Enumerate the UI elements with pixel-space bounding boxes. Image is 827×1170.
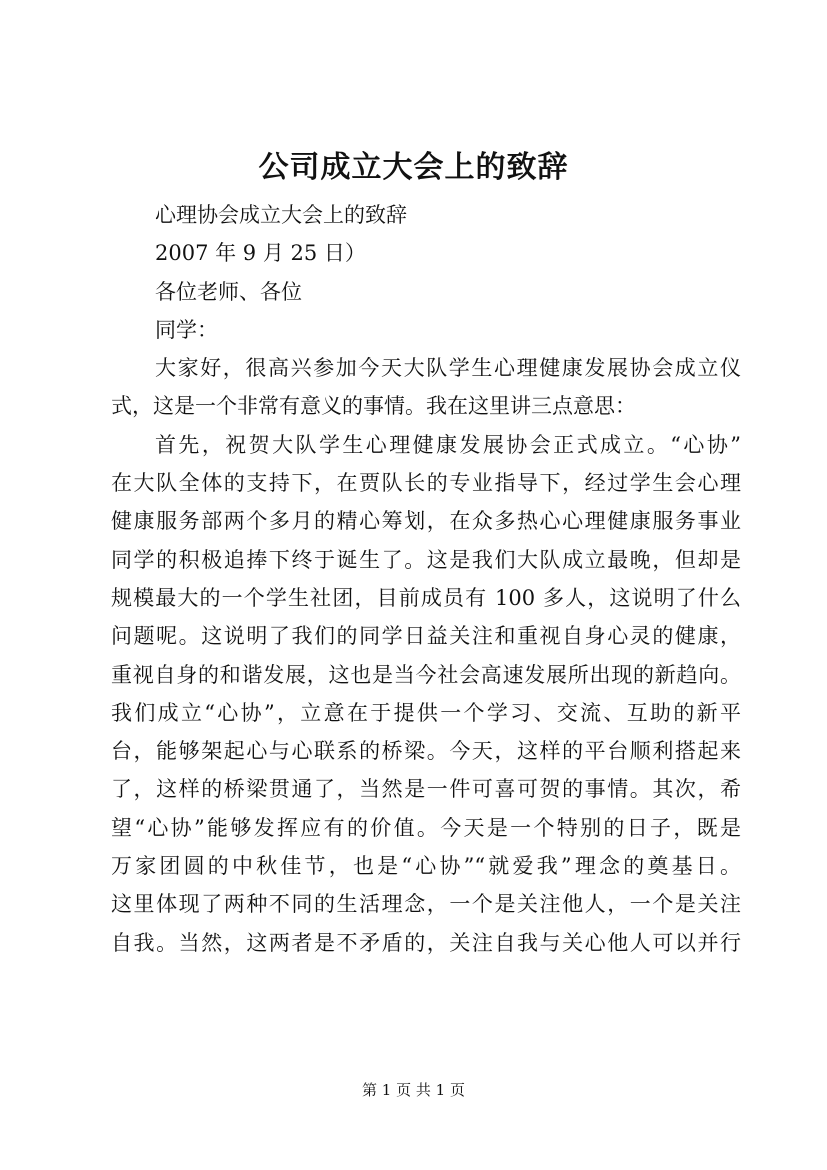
paragraph-line: 自我。当然，这两者是不矛盾的，关注自我与关心他人可以并行 bbox=[111, 930, 741, 955]
paragraph-line: 式，这是一个非常有意义的事情。我在这里讲三点意思： bbox=[111, 394, 636, 419]
paragraph-line: 同学的积极追捧下终于诞生了。这是我们大队成立最晚，但却是 bbox=[111, 547, 741, 572]
paragraph-line: 在大队全体的支持下，在贾队长的专业指导下，经过学生会心理 bbox=[111, 471, 741, 496]
paragraph-line: 我们成立“心协”，立意在于提供一个学习、交流、互助的新平 bbox=[111, 700, 741, 725]
paragraph-line: 望“心协”能够发挥应有的价值。今天是一个特别的日子，既是 bbox=[111, 815, 741, 840]
paragraph-line: 大家好，很高兴参加今天大队学生心理健康发展协会成立仪 bbox=[155, 356, 741, 381]
body-line-subtitle: 心理协会成立大会上的致辞 bbox=[155, 203, 407, 227]
document-title: 公司成立大会上的致辞 bbox=[258, 150, 569, 185]
paragraph-line: 问题呢。这说明了我们的同学日益关注和重视自身心灵的健康， bbox=[111, 624, 741, 649]
paragraph-line: 重视自身的和谐发展，这也是当今社会高速发展所出现的新趋向。 bbox=[111, 662, 741, 687]
document-body bbox=[111, 196, 741, 962]
page-number-footer: 第 1 页 共 1 页 bbox=[362, 1081, 465, 1099]
paragraph-line: 这里体现了两种不同的生活理念，一个是关注他人，一个是关注 bbox=[111, 892, 741, 917]
paragraph-line: 健康服务部两个多月的精心筹划，在众多热心心理健康服务事业 bbox=[111, 509, 741, 534]
paragraph-line: 万家团圆的中秋佳节，也是“心协”“就爱我”理念的奠基日。 bbox=[111, 854, 741, 879]
body-line-salutation-cont: 同学： bbox=[155, 317, 218, 342]
paragraph-line: 了，这样的桥梁贯通了，当然是一件可喜可贺的事情。其次，希 bbox=[111, 777, 741, 802]
paragraph-line: 台，能够架起心与心联系的桥梁。今天，这样的平台顺利搭起来 bbox=[111, 739, 741, 764]
body-line-salutation: 各位老师、各位 bbox=[155, 279, 302, 304]
paragraph-line: 规模最大的一个学生社团，目前成员有 100 多人，这说明了什么 bbox=[111, 585, 741, 610]
body-line-date: 2007 年 9 月 25 日） bbox=[155, 241, 366, 266]
paragraph-line: 首先，祝贺大队学生心理健康发展协会正式成立。“心协” bbox=[155, 432, 741, 457]
